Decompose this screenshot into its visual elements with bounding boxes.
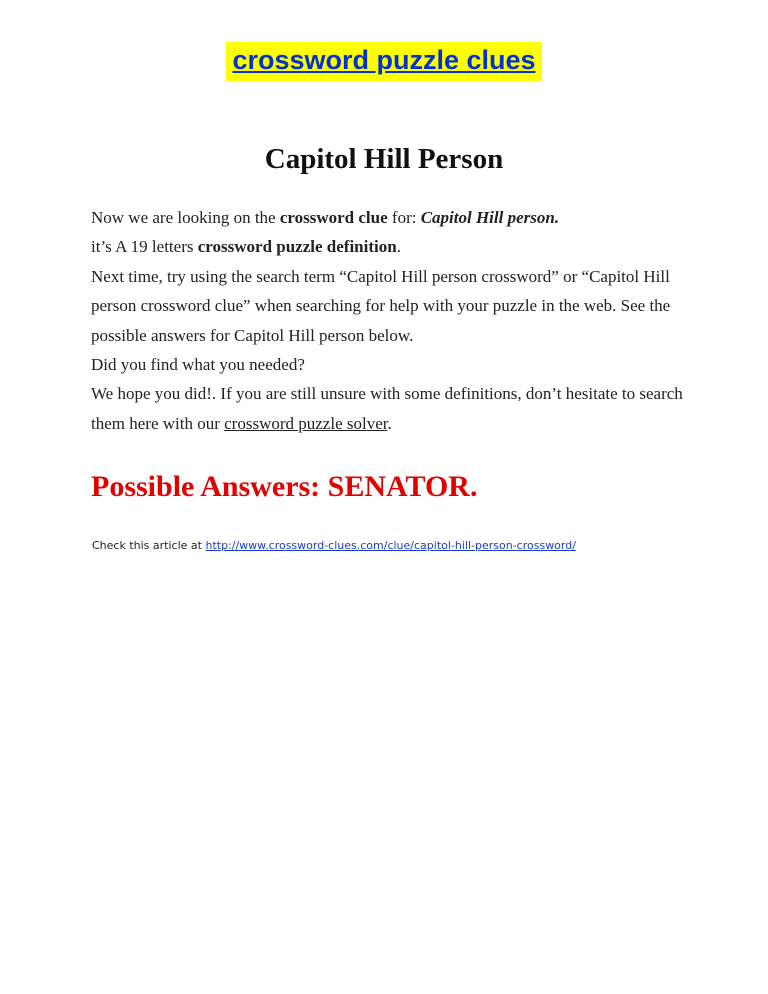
header-banner <box>0 42 768 81</box>
hope-paragraph-prefix: We hope you did!. If you are still unsure with some definitions, don’t hesitate to search them here with our <box>91 384 683 433</box>
definition-bold: crossword puzzle definition <box>197 237 397 257</box>
source-url-link[interactable]: http://www.crossword-clues.com/clue/capitol-hill-person-crossword/ <box>205 539 576 552</box>
hope-paragraph <box>91 379 711 438</box>
crossword-clue-bold: crossword clue <box>279 208 388 227</box>
crossword-puzzle-solver-link[interactable]: crossword puzzle solver <box>224 413 388 433</box>
intro-line-2-suffix: . <box>396 237 401 257</box>
intro-line-1-prefix: Now we are looking on the <box>91 208 280 227</box>
article-body <box>91 203 711 438</box>
intro-line-2-prefix: it’s A 19 letters <box>91 237 198 257</box>
intro-line-2 <box>91 232 711 261</box>
source-prefix: Check this article at <box>92 539 206 552</box>
hope-paragraph-suffix: . <box>387 413 392 433</box>
clue-name-bold-italic: Capitol Hill person. <box>420 208 560 227</box>
source-line <box>92 539 576 552</box>
search-tip-paragraph: Next time, try using the search term “Capitol Hill person crossword” or “Capitol Hill person crossword clue” when searching for help with your puzzle in the web. See the possible answers for Capitol Hill person below. <box>91 266 671 345</box>
intro-line-1-mid: for: <box>387 208 421 227</box>
question-paragraph: Did you find what you needed? <box>91 355 305 375</box>
page-title: Capitol Hill Person <box>264 143 504 175</box>
possible-answers-heading: Possible Answers: SENATOR. <box>91 470 478 503</box>
intro-line-1 <box>91 203 711 232</box>
crossword-puzzle-clues-link[interactable]: crossword puzzle clues <box>226 42 541 81</box>
